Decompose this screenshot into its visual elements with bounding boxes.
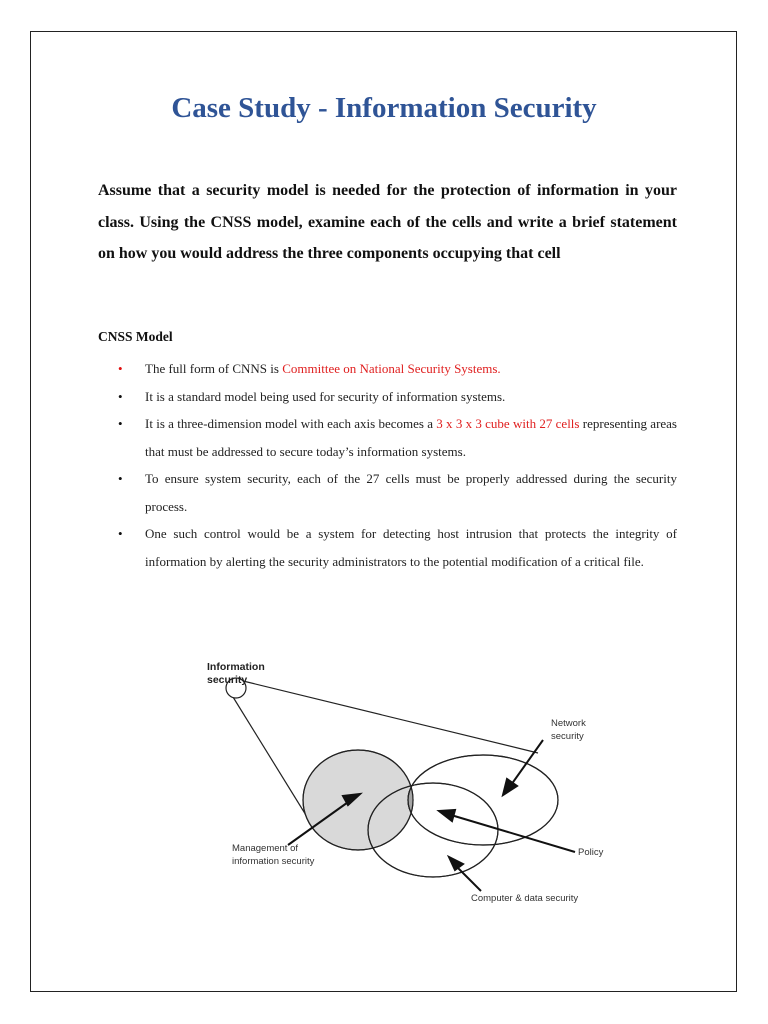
bullet-text-after: representing areas that must be addressed to secure today’s information systems. [145, 416, 677, 459]
list-item [98, 410, 677, 465]
bullet-highlight: 3 x 3 x 3 cube with 27 cells [436, 416, 580, 431]
information-security-diagram [203, 655, 623, 915]
cone-line-top [243, 681, 538, 753]
label-policy: Policy [578, 847, 604, 858]
bullet-text: It is a standard model being used for security of information systems. [145, 388, 506, 404]
bullet-text: One such control would be a system for detecting host intrusion that protects the integrity of information by alerting the security administrators to the potential modification of a critical file. [145, 526, 677, 569]
bullet-highlight: Committee on National Security Systems. [282, 361, 501, 376]
label-information-security-2: security [207, 674, 248, 686]
list-item [98, 355, 677, 383]
label-network-security-1: Network [551, 718, 586, 729]
bullet-list [98, 355, 677, 575]
computer-arrow [455, 865, 481, 891]
bullet-text: It is a three-dimension model with each axis becomes a [145, 416, 437, 431]
page-title: Case Study - Information Security [171, 92, 597, 124]
list-item [98, 520, 677, 575]
bullet-icon: • [118, 416, 123, 431]
label-computer-data-security: Computer & data security [471, 893, 579, 904]
label-management-2: information security [232, 856, 315, 867]
bullet-text: The full form of CNNS is [145, 361, 283, 376]
list-item [98, 465, 677, 520]
label-management-1: Management of [232, 843, 299, 854]
bullet-icon: • [118, 361, 123, 376]
list-item [98, 383, 677, 411]
bullet-icon: • [118, 388, 123, 404]
bullet-icon: • [118, 526, 123, 541]
intro-paragraph: Assume that a security model is needed for the protection of information in your class. Using the CNSS model, examine each of the cells and write a brief statement on how you would address the three components occupying that cell [98, 182, 677, 262]
bullet-icon: • [118, 471, 123, 486]
policy-arrow [451, 815, 575, 852]
label-network-security-2: security [551, 731, 584, 742]
bullet-text: To ensure system security, each of the 27 cells must be properly addressed during the security process. [145, 471, 677, 514]
network-arrow [511, 740, 543, 785]
section-heading: CNSS Model [98, 329, 173, 344]
label-information-security-1: Information [207, 661, 265, 673]
